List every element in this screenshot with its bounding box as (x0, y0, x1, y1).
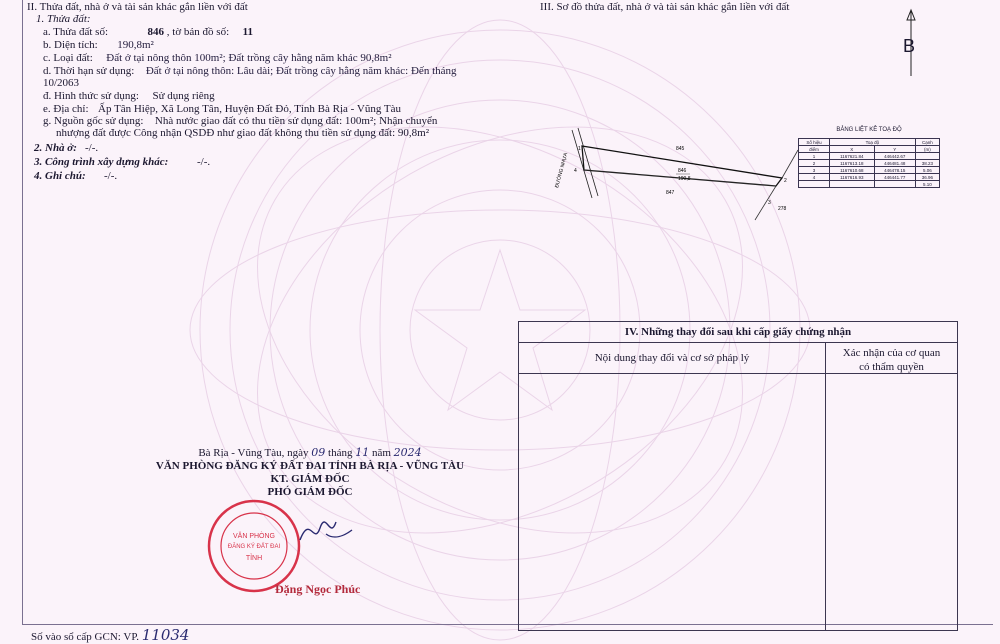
construction-label: 3. Công trình xây dựng khác: (34, 156, 169, 168)
signer-name: Đặng Ngọc Phúc (275, 582, 361, 596)
usage-form-row (43, 90, 215, 102)
map-sheet-value: 11 (242, 26, 254, 38)
term-value: Đất ở tại nông thôn: Lâu dài; Đất trồng cây hằng năm khác: Đến tháng (145, 65, 457, 77)
date-place: Bà Rịa - Vũng Tàu, ngày (198, 447, 309, 459)
north-neighbor-label: 845 (676, 146, 685, 152)
parcel-area-label: 190,8 (678, 176, 691, 182)
map-sheet-label: , tờ bản đồ số: (166, 26, 230, 38)
confirmation-line2: có thẩm quyền (859, 361, 924, 373)
issuing-office: VĂN PHÒNG ĐĂNG KÝ ĐẤT ĐAI TỈNH BÀ RỊA - VŨNG TÀU (155, 460, 465, 472)
coord-row (799, 153, 940, 160)
neighbor-boundary (755, 186, 776, 220)
registry-label: Số vào sổ cấp GCN: (31, 631, 121, 643)
point-label: 1 (578, 146, 581, 152)
coord-y: 446441.77 (874, 174, 915, 181)
neighbor-boundary (782, 150, 798, 178)
land-plot-heading: 1. Thửa đất: (36, 13, 91, 25)
coord-row (799, 174, 940, 181)
date-year: 2024 (393, 446, 422, 459)
coord-sub-point: điểm (799, 146, 830, 153)
date-day: 09 (311, 446, 326, 459)
coord-y: 446442.67 (874, 153, 915, 160)
plot-number-row (43, 26, 253, 38)
date-month-label: tháng (328, 447, 353, 459)
coord-edge (915, 153, 939, 160)
coord-sub-y: Y (874, 146, 915, 153)
confirmation-line1: Xác nhận của cơ quan (842, 347, 941, 359)
stamp-line1: VĂN PHÒNG (232, 533, 276, 540)
term-label: d. Thời hạn sử dụng: (43, 65, 135, 77)
coord-head-edge: Cạnh (915, 139, 939, 146)
official-stamp (206, 498, 302, 594)
deputy-director-line: PHÓ GIÁM ĐỐC (267, 486, 353, 498)
north-letter: B (903, 36, 916, 56)
address-row (43, 103, 401, 115)
land-type-label: c. Loại đất: (43, 52, 93, 64)
date-year-label: năm (371, 447, 391, 459)
term-value-cont: 10/2063 (43, 77, 80, 89)
coord-row (799, 160, 940, 167)
coord-point (799, 181, 830, 188)
date-month: 11 (355, 446, 370, 459)
coord-x: 1167610.68 (829, 167, 874, 174)
notes-value: -/-. (104, 170, 118, 182)
coord-point: 4 (799, 174, 830, 181)
road-label: ĐƯỜNG NHỰA (554, 152, 570, 189)
origin-value-cont: nhượng đất được Công nhận QSDĐ như giao đất không thu tiền sử dụng đất: 90,8m² (56, 127, 430, 139)
changes-col-confirmation (826, 343, 957, 373)
origin-value: Nhà nước giao đất có thu tiền sử dụng đất: 100m²; Nhận chuyển (154, 115, 438, 127)
signature-block (130, 446, 490, 498)
director-line: KT. GIÁM ĐỐC (270, 473, 350, 485)
construction-value: -/-. (197, 156, 211, 168)
term-row (43, 65, 457, 77)
changes-title: IV. Những thay đổi sau khi cấp giấy chứng nhận (519, 322, 957, 343)
usage-form-value: Sử dụng riêng (152, 90, 215, 102)
coord-edge: 36.96 (915, 174, 939, 181)
coord-point: 3 (799, 167, 830, 174)
land-type-value: Đất ở tại nông thôn 100m²; Đất trồng cây hằng năm khác 90,8m² (106, 52, 392, 64)
changes-table (518, 321, 958, 631)
coord-point: 1 (799, 153, 830, 160)
coord-x: 1167621.84 (829, 153, 874, 160)
point-label: 4 (574, 168, 577, 174)
coord-sub-x: X (829, 146, 874, 153)
coordinate-table (798, 127, 940, 188)
coord-head-coord: Toạ độ (829, 139, 915, 146)
area-value: 190,8m² (117, 39, 154, 51)
address-value: Ấp Tân Hiệp, Xã Long Tân, Huyện Đất Đỏ, Tỉnh Bà Rịa - Vũng Tàu (98, 103, 401, 115)
registry-number: 11034 (141, 626, 190, 644)
area-row (43, 39, 154, 51)
changes-divider (825, 372, 826, 630)
coord-head-point: Số hiệu (799, 139, 830, 146)
parcel-number-label: 846 (678, 168, 687, 174)
coord-edge: 38.23 (915, 160, 939, 167)
coord-x: 1167613.18 (829, 160, 874, 167)
handwritten-signature (296, 510, 356, 550)
area-label: b. Diện tích: (43, 39, 98, 51)
land-type-row (43, 52, 392, 64)
coord-x (829, 181, 874, 188)
coord-y: 446478.15 (874, 167, 915, 174)
section2-title: II. Thửa đất, nhà ở và tài sản khác gắn liền với đất (27, 1, 248, 13)
registry-prefix: VP (123, 631, 137, 643)
plot-number-value: 846 (147, 26, 165, 38)
origin-label: g. Nguồn gốc sử dụng: (43, 115, 144, 127)
coord-sub-m: (m) (915, 146, 939, 153)
address-label: e. Địa chỉ: (43, 103, 89, 115)
coord-edge: 5.10 (915, 181, 939, 188)
registry-number-row: Số vào sổ cấp GCN: VP. 11034 (31, 626, 190, 644)
date-line (130, 446, 490, 459)
point-label: 2 (784, 178, 787, 184)
stamp-line3: TỈNH (245, 555, 263, 562)
origin-row (43, 115, 437, 127)
plot-number-label: a. Thửa đất số: (43, 26, 109, 38)
section3-title: III. Sơ đồ thửa đất, nhà ở và tài sản khác gắn liền với đất (540, 1, 790, 13)
east-neighbor-label: 278 (778, 206, 787, 212)
coord-row (799, 167, 940, 174)
usage-form-label: đ. Hình thức sử dụng: (43, 90, 139, 102)
coord-row (799, 181, 940, 188)
coord-x: 1167616.93 (829, 174, 874, 181)
south-neighbor-label: 847 (666, 190, 675, 196)
coord-y: 446481.48 (874, 160, 915, 167)
coord-y (874, 181, 915, 188)
changes-col-content: Nội dung thay đổi và cơ sở pháp lý (519, 343, 826, 373)
stamp-line2: ĐĂNG KÝ ĐẤT ĐAI (227, 544, 281, 550)
parcel-diagram (540, 120, 800, 230)
notes-label: 4. Ghi chú: (34, 170, 86, 182)
house-value: -/-. (85, 142, 99, 154)
coordinate-table-title: BẢNG LIỆT KÊ TOẠ ĐỘ (836, 127, 902, 133)
point-label: 3 (768, 200, 771, 206)
house-label: 2. Nhà ở: (34, 142, 77, 154)
coord-edge: 5.06 (915, 167, 939, 174)
coord-point: 2 (799, 160, 830, 167)
